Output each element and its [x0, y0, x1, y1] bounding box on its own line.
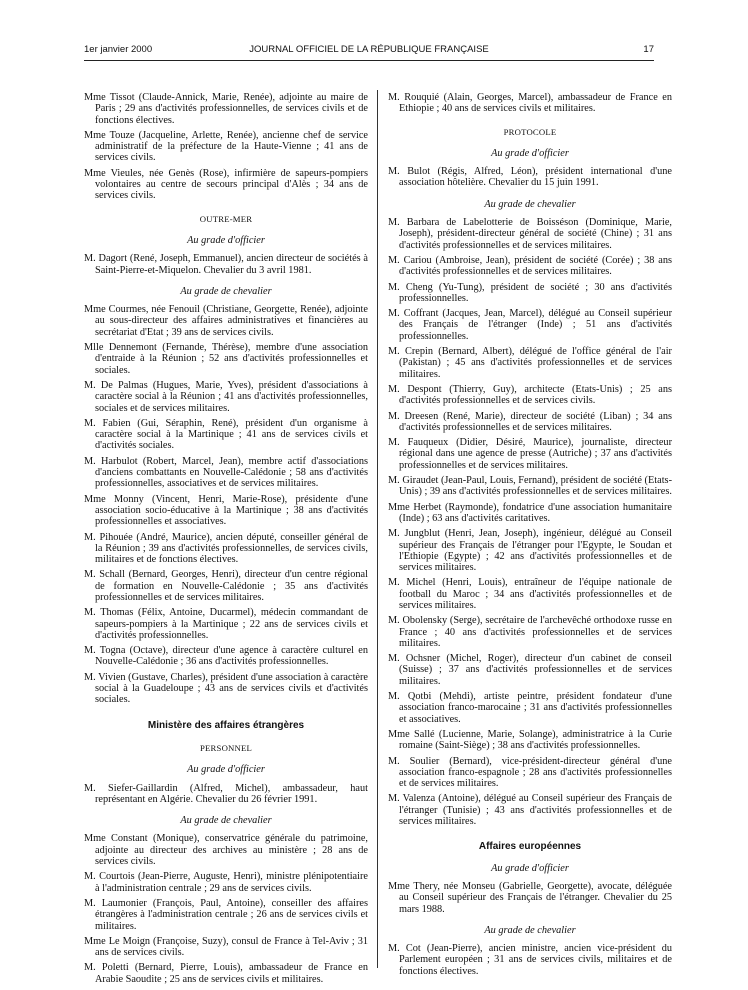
decree-entry: Mme Constant (Monique), conservatrice générale du patrimoine, adjointe au directeur des archives au ministère ; 28 ans de services civils. [84, 833, 368, 868]
decree-entry: M. Togna (Octave), directeur d'une agence à caractère culturel en Nouvelle-Calédonie ; 36 ans d'activités professionnelles. [84, 645, 368, 668]
decree-entry: M. Michel (Henri, Louis), entraîneur de l'équipe nationale de football du Maroc ; 34 ans d'activités professionnelles et de services militaires. [388, 577, 672, 611]
decree-entry: M. Laumonier (François, Paul, Antoine), conseiller des affaires étrangères à l'administration centrale ; 26 ans de services civils et militaires. [84, 897, 368, 932]
decree-entry: M. Dreesen (René, Marie), directeur de société (Liban) ; 34 ans d'activités professionnelles et de services militaires. [388, 410, 672, 433]
page-header [84, 44, 654, 58]
decree-entry: Mme Thery, née Monseu (Gabrielle, Georgette), avocate, déléguée au Conseil supérieur des Français de l'étranger. Chevalier du 25 mars 1988. [388, 880, 672, 915]
decree-entry: M. Dagort (René, Joseph, Emmanuel), ancien directeur de sociétés à Saint-Pierre-et-Miquelon. Chevalier du 3 avril 1981. [84, 253, 368, 276]
decree-entry: M. Giraudet (Jean-Paul, Louis, Fernand), président de société (Etats-Unis) ; 39 ans d'activités professionnelles et de services militaires. [388, 475, 672, 498]
section-heading: PERSONNEL [200, 742, 252, 753]
right-column [388, 92, 672, 981]
grade-heading: Au grade de chevalier [180, 815, 272, 827]
decree-entry: M. Poletti (Bernard, Pierre, Louis), ambassadeur de France en Arabie Saoudite ; 25 ans de services civils et militaires. [84, 962, 368, 985]
decree-entry: M. Despont (Thierry, Guy), architecte (Etats-Unis) ; 25 ans d'activités professionnelles et de services civils. [388, 383, 672, 407]
decree-entry: Mme Courmes, née Fenouil (Christiane, Georgette, Renée), adjointe au sous-directeur des affaires administratives et financières au secrétariat d'Etat ; 39 ans de services civils. [84, 304, 368, 338]
decree-entry: Mme Touze (Jacqueline, Arlette, Renée), ancienne chef de service administratif de la préfecture de la Haute-Vienne ; 41 ans de services civils. [84, 129, 368, 164]
decree-entry: M. Rouquié (Alain, Georges, Marcel), ambassadeur de France en Ethiopie ; 40 ans de services civils et militaires. [388, 92, 672, 115]
decree-entry: Mme Tissot (Claude-Annick, Marie, Renée), adjointe au maire de Paris ; 29 ans d'activités professionnelles, de services civils et de fonctions électives. [84, 92, 368, 126]
decree-entry: Mme Sallé (Lucienne, Marie, Solange), administratrice à la Curie romaine (Saint-Siège) ; 38 ans d'activités professionnelles. [388, 728, 672, 752]
decree-entry: M. Bulot (Régis, Alfred, Léon), président international d'une association hôtelière. Chevalier du 15 juin 1991. [388, 166, 672, 189]
grade-heading: Au grade de chevalier [484, 198, 576, 210]
decree-entry: M. Cariou (Ambroise, Jean), président de société (Corée) ; 38 ans d'activités professionnelles et de services militaires. [388, 254, 672, 278]
decree-entry: M. Fauqueux (Didier, Désiré, Maurice), journaliste, directeur régional dans une agence de presse (Autriche) ; 37 ans d'activités professionnelles et de services militaires. [388, 437, 672, 471]
grade-heading: Au grade de chevalier [180, 285, 272, 297]
decree-entry: M. Soulier (Bernard), vice-président-directeur général d'une association franco-espagnole ; 28 ans d'activités professionnelles et de services militaires. [388, 755, 672, 790]
decree-entry: M. Siefer-Gaillardin (Alfred, Michel), ambassadeur, haut représentant en Algérie. Chevalier du 26 février 1991. [84, 782, 368, 805]
decree-entry: M. Crepin (Bernard, Albert), délégué de l'office général de l'air (Pakistan) ; 45 ans d'activités professionnelles et de services militaires. [388, 346, 672, 380]
grade-heading: Au grade d'officier [187, 764, 265, 776]
journal-title: JOURNAL OFFICIEL DE LA RÉPUBLIQUE FRANÇAISE [249, 44, 489, 55]
decree-entry: Mme Herbet (Raymonde), fondatrice d'une association humanitaire (Inde) ; 63 ans d'activités caritatives. [388, 501, 672, 524]
grade-heading: Au grade d'officier [491, 147, 569, 159]
decree-entry: M. Pihouée (André, Maurice), ancien député, conseiller général de la Réunion ; 39 ans d'activités professionnelles, de services civils, militaires et de fonctions électives. [84, 531, 368, 566]
decree-entry: M. Coffrant (Jacques, Jean, Marcel), délégué au Conseil supérieur des Français de l'étranger (Inde) ; 51 ans d'activités professionnelles. [388, 308, 672, 342]
decree-entry: M. Thomas (Félix, Antoine, Ducarmel), médecin commandant de sapeurs-pompiers à la Martinique ; 22 ans de services civils et d'activités professionnelles. [84, 607, 368, 641]
decree-entry: M. Courtois (Jean-Pierre, Auguste, Henri), ministre plénipotentiaire à l'administration centrale ; 29 ans de services civils. [84, 871, 368, 894]
grade-heading: Au grade d'officier [187, 234, 265, 246]
ministry-heading: Ministère des affaires étrangères [147, 719, 305, 731]
decree-entry: M. Cheng (Yu-Tung), président de société ; 30 ans d'activités professionnelles. [388, 281, 672, 304]
decree-entry: M. Qotbi (Mehdi), artiste peintre, président fondateur d'une association franco-marocaine ; 31 ans d'activités professionnelles et associatives. [388, 691, 672, 725]
grade-heading: Au grade de chevalier [484, 924, 576, 936]
section-heading: OUTRE-MER [199, 213, 253, 224]
section-heading: PROTOCOLE [503, 126, 557, 137]
grade-heading: Au grade d'officier [491, 862, 569, 874]
decree-entry: Mme Le Moign (Françoise, Suzy), consul de France à Tel-Aviv ; 31 ans de services civils. [84, 935, 368, 959]
header-date: 1er janvier 2000 [84, 44, 153, 55]
decree-entry: Mme Monny (Vincent, Henri, Marie-Rose), présidente d'une association socio-éducative à la Martinique ; 38 ans d'activités professionnelles et associatives. [84, 493, 368, 528]
decree-entry: M. Harbulot (Robert, Marcel, Jean), membre actif d'associations d'anciens combattants en Nouvelle-Calédonie ; 58 ans d'activités professionnelles, associatives et de services militaires. [84, 455, 368, 490]
ministry-heading: Affaires européennes [478, 841, 582, 853]
column-divider [377, 90, 378, 968]
decree-entry: Mme Vieules, née Genès (Rose), infirmière de sapeurs-pompiers volontaires au centre de secours principal d'Alès ; 34 ans de services civils. [84, 167, 368, 202]
decree-entry: M. Obolensky (Serge), secrétaire de l'archevêché orthodoxe russe en France ; 40 ans d'activités professionnelles et de services militaires. [388, 615, 672, 649]
page-number: 17 [643, 44, 654, 55]
decree-entry: M. Ochsner (Michel, Roger), directeur d'un cabinet de conseil (Suisse) ; 37 ans d'activités professionnelles et de services militaires. [388, 653, 672, 687]
left-column [84, 92, 368, 989]
decree-entry: M. Vivien (Gustave, Charles), président d'une association à caractère social à la Guadeloupe ; 43 ans de services civils et d'activités sociales. [84, 671, 368, 706]
decree-entry: M. Fabien (Gui, Séraphin, René), président d'un organisme à caractère social à la Martinique ; 41 ans de services civils et d'activités sociales. [84, 417, 368, 452]
decree-entry: Mlle Dennemont (Fernande, Thérèse), membre d'une association d'entraide à la Réunion ; 52 ans d'activités professionnelles et sociales. [84, 342, 368, 376]
decree-entry: M. Jungblut (Henri, Jean, Joseph), ingénieur, délégué au Conseil supérieur des Français de l'étranger pour l'Egypte, le Soudan et l'Ethiopie (Egypte) ; 42 ans d'activités professionnelles et de services militaires. [388, 528, 672, 574]
decree-entry: M. Schall (Bernard, Georges, Henri), directeur d'un centre régional de formation en Nouvelle-Calédonie ; 35 ans d'activités professionnelles et de services militaires. [84, 569, 368, 603]
decree-entry: M. Cot (Jean-Pierre), ancien ministre, ancien vice-président du Parlement européen ; 31 ans de services civils, militaires et de fonctions électives. [388, 943, 672, 977]
decree-entry: M. Barbara de Labelotterie de Boisséson (Dominique, Marie, Joseph), président-directeur général de société (Chine) ; 31 ans d'activités professionnelles et de services militaires. [388, 217, 672, 251]
decree-entry: M. Valenza (Antoine), délégué au Conseil supérieur des Français de l'étranger (Tunisie) ; 43 ans d'activités professionnelles et de services militaires. [388, 793, 672, 828]
header-rule [84, 60, 654, 61]
decree-entry: M. De Palmas (Hugues, Marie, Yves), président d'associations à caractère social à la Réunion ; 41 ans d'activités professionnelles, sociales et de services militaires. [84, 379, 368, 414]
